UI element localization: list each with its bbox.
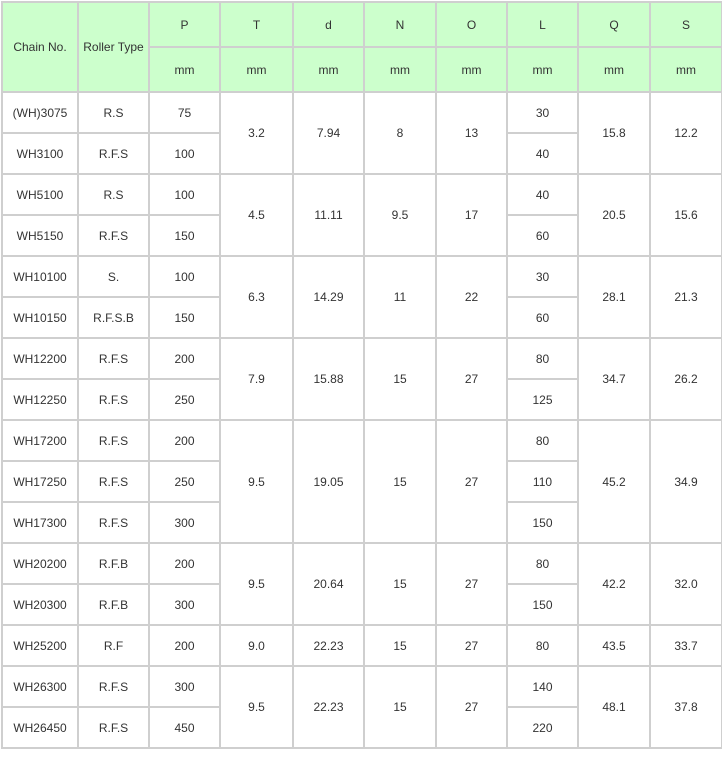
cell-l: 30: [507, 256, 578, 297]
cell-chain-no: WH26450: [2, 707, 78, 748]
header-q: Q: [578, 2, 650, 47]
unit-p: mm: [149, 47, 220, 92]
cell-roller-type: R.F: [78, 625, 149, 666]
cell-l: 150: [507, 584, 578, 625]
cell-chain-no: WH10100: [2, 256, 78, 297]
cell-d: 7.94: [293, 92, 364, 174]
cell-chain-no: WH20300: [2, 584, 78, 625]
cell-o: 27: [436, 625, 507, 666]
cell-l: 80: [507, 543, 578, 584]
cell-roller-type: R.F.S.B: [78, 297, 149, 338]
cell-chain-no: WH26300: [2, 666, 78, 707]
cell-l: 30: [507, 92, 578, 133]
cell-n: 15: [364, 420, 436, 543]
cell-d: 22.23: [293, 666, 364, 748]
table-body: [2, 92, 722, 748]
cell-roller-type: R.S: [78, 92, 149, 133]
table-row: [2, 625, 722, 666]
header-o: O: [436, 2, 507, 47]
cell-n: 8: [364, 92, 436, 174]
cell-p: 300: [149, 666, 220, 707]
cell-t: 9.5: [220, 420, 293, 543]
cell-p: 200: [149, 543, 220, 584]
cell-l: 40: [507, 133, 578, 174]
cell-o: 27: [436, 420, 507, 543]
cell-chain-no: WH3100: [2, 133, 78, 174]
header-roller-type: Roller Type: [78, 2, 149, 92]
cell-chain-no: WH17250: [2, 461, 78, 502]
cell-l: 140: [507, 666, 578, 707]
cell-l: 220: [507, 707, 578, 748]
cell-n: 15: [364, 625, 436, 666]
unit-d: mm: [293, 47, 364, 92]
header-l: L: [507, 2, 578, 47]
cell-p: 200: [149, 625, 220, 666]
cell-l: 60: [507, 215, 578, 256]
cell-l: 80: [507, 625, 578, 666]
cell-chain-no: (WH)3075: [2, 92, 78, 133]
cell-p: 100: [149, 174, 220, 215]
cell-p: 200: [149, 338, 220, 379]
table-row: [2, 420, 722, 461]
cell-s: 15.6: [650, 174, 722, 256]
cell-s: 34.9: [650, 420, 722, 543]
cell-q: 34.7: [578, 338, 650, 420]
cell-l: 80: [507, 338, 578, 379]
cell-s: 12.2: [650, 92, 722, 174]
cell-l: 110: [507, 461, 578, 502]
header-t: T: [220, 2, 293, 47]
cell-n: 9.5: [364, 174, 436, 256]
unit-n: mm: [364, 47, 436, 92]
cell-l: 125: [507, 379, 578, 420]
cell-t: 6.3: [220, 256, 293, 338]
cell-roller-type: R.S: [78, 174, 149, 215]
cell-d: 14.29: [293, 256, 364, 338]
cell-chain-no: WH12200: [2, 338, 78, 379]
cell-chain-no: WH17200: [2, 420, 78, 461]
table-row: [2, 256, 722, 297]
cell-roller-type: R.F.S: [78, 215, 149, 256]
cell-s: 26.2: [650, 338, 722, 420]
cell-p: 100: [149, 133, 220, 174]
header-chain-no: Chain No.: [2, 2, 78, 92]
cell-d: 11.11: [293, 174, 364, 256]
cell-d: 15.88: [293, 338, 364, 420]
cell-q: 20.5: [578, 174, 650, 256]
cell-q: 43.5: [578, 625, 650, 666]
unit-q: mm: [578, 47, 650, 92]
cell-q: 48.1: [578, 666, 650, 748]
cell-roller-type: R.F.B: [78, 543, 149, 584]
cell-t: 7.9: [220, 338, 293, 420]
chain-spec-table: [1, 1, 722, 749]
cell-s: 32.0: [650, 543, 722, 625]
cell-roller-type: R.F.S: [78, 338, 149, 379]
cell-roller-type: S.: [78, 256, 149, 297]
cell-q: 42.2: [578, 543, 650, 625]
cell-p: 300: [149, 502, 220, 543]
cell-t: 9.5: [220, 543, 293, 625]
cell-t: 9.0: [220, 625, 293, 666]
cell-n: 15: [364, 543, 436, 625]
cell-chain-no: WH25200: [2, 625, 78, 666]
header-s: S: [650, 2, 722, 47]
cell-q: 45.2: [578, 420, 650, 543]
cell-p: 250: [149, 379, 220, 420]
cell-n: 11: [364, 256, 436, 338]
table-row: [2, 338, 722, 379]
header-row-labels: [2, 2, 722, 47]
cell-chain-no: WH20200: [2, 543, 78, 584]
cell-p: 200: [149, 420, 220, 461]
cell-roller-type: R.F.S: [78, 502, 149, 543]
cell-chain-no: WH5100: [2, 174, 78, 215]
cell-roller-type: R.F.S: [78, 379, 149, 420]
cell-t: 9.5: [220, 666, 293, 748]
cell-q: 15.8: [578, 92, 650, 174]
unit-t: mm: [220, 47, 293, 92]
cell-s: 33.7: [650, 625, 722, 666]
cell-p: 250: [149, 461, 220, 502]
cell-o: 17: [436, 174, 507, 256]
cell-roller-type: R.F.S: [78, 133, 149, 174]
cell-p: 450: [149, 707, 220, 748]
cell-l: 60: [507, 297, 578, 338]
cell-s: 37.8: [650, 666, 722, 748]
cell-chain-no: WH17300: [2, 502, 78, 543]
unit-o: mm: [436, 47, 507, 92]
cell-p: 75: [149, 92, 220, 133]
table-row: [2, 543, 722, 584]
cell-l: 150: [507, 502, 578, 543]
header-d: d: [293, 2, 364, 47]
cell-o: 27: [436, 338, 507, 420]
unit-l: mm: [507, 47, 578, 92]
cell-chain-no: WH10150: [2, 297, 78, 338]
cell-p: 300: [149, 584, 220, 625]
cell-o: 22: [436, 256, 507, 338]
table-header: [2, 2, 722, 92]
cell-roller-type: R.F.B: [78, 584, 149, 625]
cell-roller-type: R.F.S: [78, 420, 149, 461]
cell-p: 150: [149, 297, 220, 338]
cell-d: 19.05: [293, 420, 364, 543]
cell-roller-type: R.F.S: [78, 461, 149, 502]
cell-o: 13: [436, 92, 507, 174]
cell-t: 4.5: [220, 174, 293, 256]
cell-o: 27: [436, 543, 507, 625]
cell-q: 28.1: [578, 256, 650, 338]
cell-d: 22.23: [293, 625, 364, 666]
table-row: [2, 92, 722, 133]
cell-n: 15: [364, 666, 436, 748]
header-n: N: [364, 2, 436, 47]
cell-t: 3.2: [220, 92, 293, 174]
cell-chain-no: WH12250: [2, 379, 78, 420]
unit-s: mm: [650, 47, 722, 92]
cell-s: 21.3: [650, 256, 722, 338]
cell-p: 100: [149, 256, 220, 297]
cell-roller-type: R.F.S: [78, 707, 149, 748]
cell-n: 15: [364, 338, 436, 420]
table-row: [2, 666, 722, 707]
cell-l: 40: [507, 174, 578, 215]
header-p: P: [149, 2, 220, 47]
cell-chain-no: WH5150: [2, 215, 78, 256]
cell-o: 27: [436, 666, 507, 748]
table-row: [2, 174, 722, 215]
cell-l: 80: [507, 420, 578, 461]
cell-roller-type: R.F.S: [78, 666, 149, 707]
cell-d: 20.64: [293, 543, 364, 625]
cell-p: 150: [149, 215, 220, 256]
